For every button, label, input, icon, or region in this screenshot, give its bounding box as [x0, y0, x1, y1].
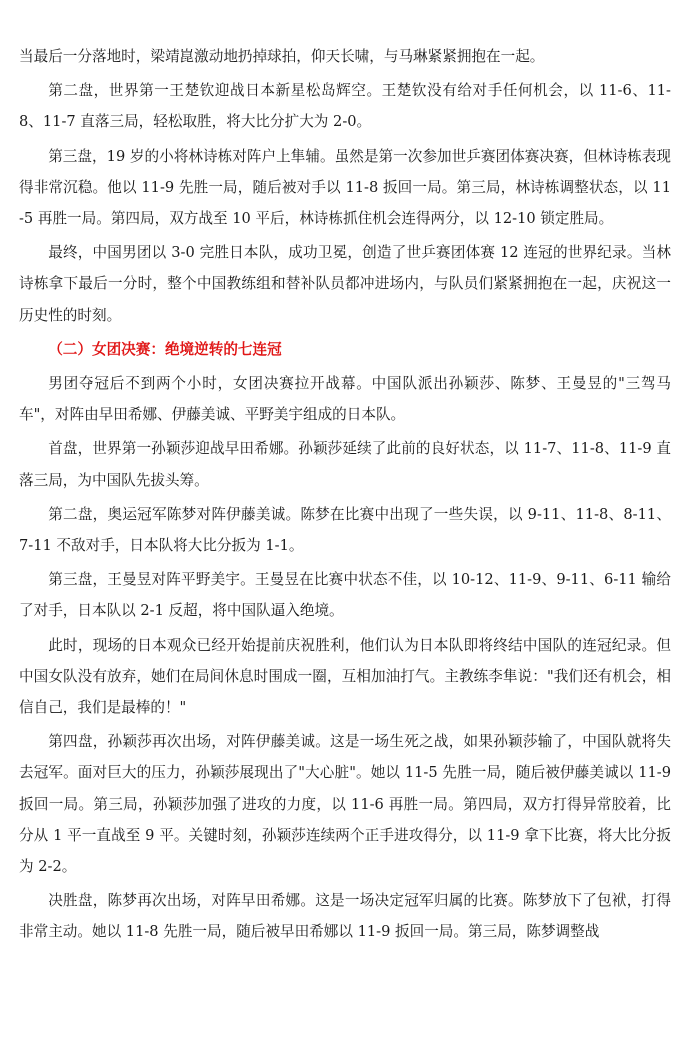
paragraph-women-final-intro: 男团夺冠后不到两个小时，女团决赛拉开战幕。中国队派出孙颖莎、陈梦、王曼昱的"三驾马车"，对阵由早田希娜、伊藤美诚、平野美宇组成的日本队。	[19, 375, 671, 424]
section-heading-women-final: （二）女团决赛：绝境逆转的七连冠	[48, 340, 282, 358]
paragraph-women-crisis: 此时，现场的日本观众已经开始提前庆祝胜利，他们认为日本队即将终结中国队的连冠纪录。但中国女队没有放弃，她们在局间休息时围成一圈，互相加油打气。主教练李隼说："我们还有机会，相信自己，我们是最棒的！"	[19, 636, 671, 717]
document-body	[19, 41, 671, 951]
paragraph-women-fourth-game: 第四盘，孙颖莎再次出场，对阵伊藤美诚。这是一场生死之战，如果孙颖莎输了，中国队就将失去冠军。面对巨大的压力，孙颖莎展现出了"大心脏"。她以 11-5 先胜一局，随后被伊藤美诚以 11-9 扳回一局。第三局，孙颖莎加强了进攻的力度，以 11-6 再胜一局。第四局，双方打得异常胶着，比分从 1 平一直战至 9 平。关键时刻，孙颖莎连续两个正手进攻得分，以 11-9 拿下比赛，将大比分扳为 2-2。	[19, 733, 671, 876]
paragraph-women-deciding-game: 决胜盘，陈梦再次出场，对阵早田希娜。这是一场决定冠军归属的比赛。陈梦放下了包袱，打得非常主动。她以 11-8 先胜一局，随后被早田希娜以 11-9 扳回一局。第三局，陈梦调整战	[19, 892, 671, 941]
paragraph-men-final-first-game-end: 当最后一分落地时，梁靖崑激动地扔掉球拍，仰天长啸，与马琳紧紧拥抱在一起。	[19, 48, 545, 65]
paragraph-men-second-game: 第二盘，世界第一王楚钦迎战日本新星松岛辉空。王楚钦没有给对手任何机会，以 11-6、11-8、11-7 直落三局，轻松取胜，将大比分扩大为 2-0。	[19, 82, 671, 131]
paragraph-women-third-game: 第三盘，王曼昱对阵平野美宇。王曼昱在比赛中状态不佳，以 10-12、11-9、9-11、6-11 输给了对手，日本队以 2-1 反超，将中国队逼入绝境。	[19, 571, 671, 620]
paragraph-men-third-game: 第三盘，19 岁的小将林诗栋对阵户上隼辅。虽然是第一次参加世乒赛团体赛决赛，但林诗栋表现得非常沉稳。他以 11-9 先胜一局，随后被对手以 11-8 扳回一局。第三局，林诗栋调整状态，以 11-5 再胜一局。第四局，双方战至 10 平后，林诗栋抓住机会连得两分，以 12-10 锁定胜局。	[19, 147, 671, 228]
paragraph-women-second-game: 第二盘，奥运冠军陈梦对阵伊藤美诚。陈梦在比赛中出现了一些失误，以 9-11、11-8、8-11、7-11 不敌对手，日本队将大比分扳为 1-1。	[19, 505, 671, 555]
paragraph-men-final-result: 最终，中国男团以 3-0 完胜日本队，成功卫冕，创造了世乒赛团体赛 12 连冠的世界纪录。当林诗栋拿下最后一分时，整个中国教练组和替补队员都冲进场内，与队员们紧紧拥抱在一起，庆祝这一历史性的时刻。	[19, 244, 671, 324]
paragraph-women-first-game: 首盘，世界第一孙颖莎迎战早田希娜。孙颖莎延续了此前的良好状态，以 11-7、11-8、11-9 直落三局，为中国队先拔头筹。	[19, 440, 671, 489]
